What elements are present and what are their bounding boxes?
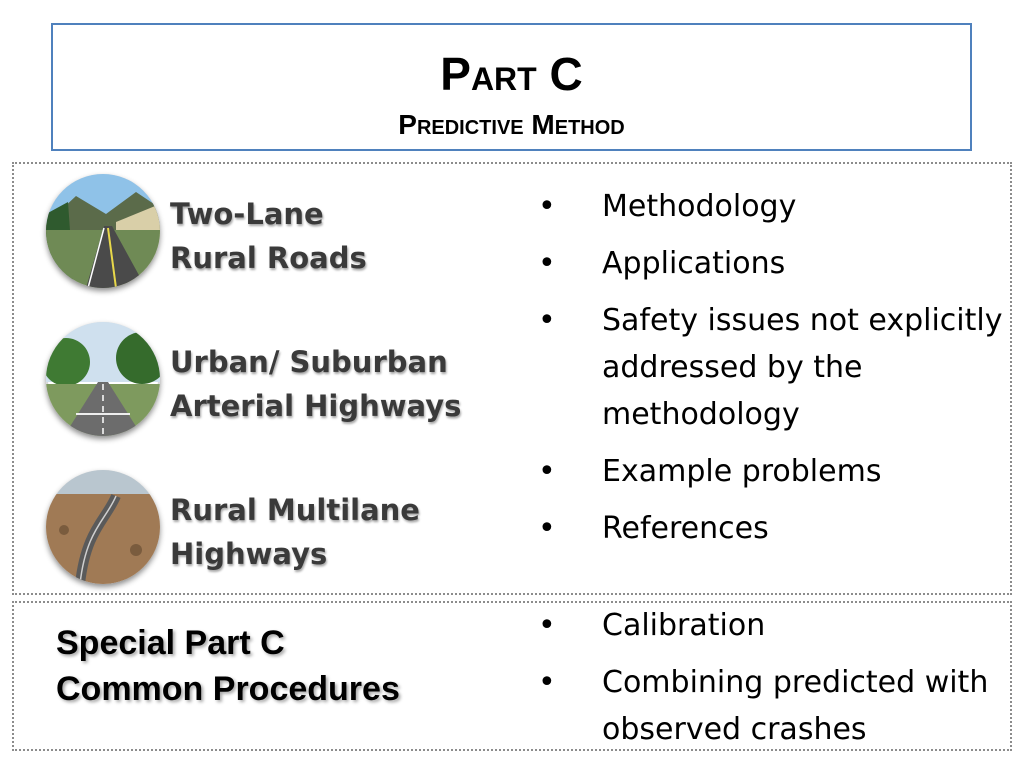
common-procedures-topics xyxy=(538,602,1018,763)
list-item: • Example problems xyxy=(538,448,1018,495)
rural-multilane-photo xyxy=(46,470,160,584)
road-type-label: Urban/ Suburban Arterial Highways xyxy=(170,345,462,423)
urban-arterial-photo xyxy=(46,322,160,436)
road-type-label: Rural Multilane Highways xyxy=(170,493,420,571)
slide-title: Part C xyxy=(440,48,583,100)
road-type-label: Two-Lane Rural Roads xyxy=(170,197,367,275)
list-item: • Calibration xyxy=(538,602,1018,649)
road-type-two-lane xyxy=(46,172,486,290)
title-box xyxy=(51,23,972,151)
predictive-method-topics xyxy=(538,183,1018,562)
list-item: • Applications xyxy=(538,240,1018,287)
slide-subtitle: Predictive Method xyxy=(398,109,625,140)
list-item: • Safety issues not explicitly addressed by the methodology xyxy=(538,297,1018,438)
list-item: • Combining predicted with observed crashes xyxy=(538,659,1018,753)
two-lane-road-photo xyxy=(46,174,160,288)
list-item: • Methodology xyxy=(538,183,1018,230)
list-item: • References xyxy=(538,505,1018,552)
road-type-urban-arterial xyxy=(46,320,486,438)
common-procedures-heading: Special Part C Common Procedures xyxy=(56,624,400,708)
road-type-rural-multilane xyxy=(46,468,486,586)
